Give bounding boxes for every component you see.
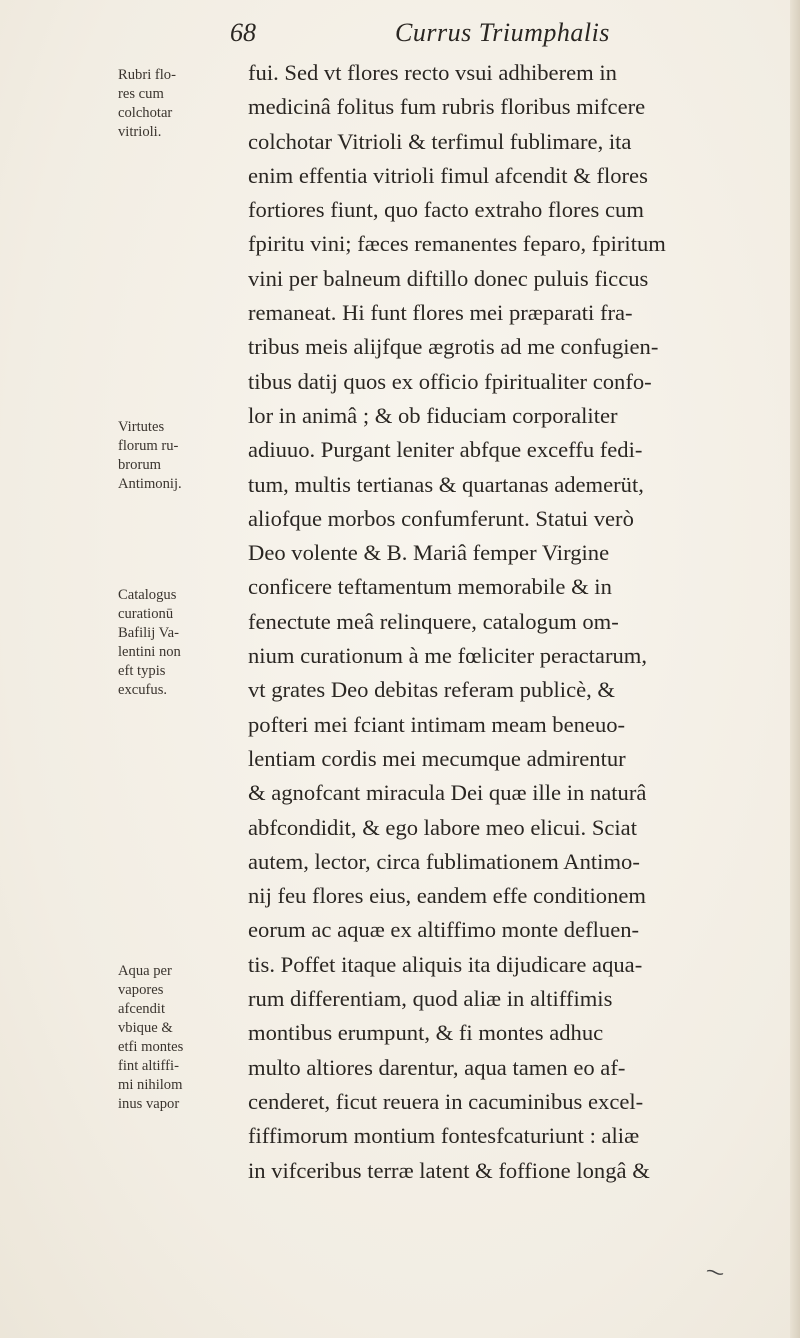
page-header [230,18,790,58]
text-line: pofteri mei fciant intimam meam beneuo- [248,711,626,737]
text-line: & agnofcant miracula Dei quæ ille in naturâ [248,780,647,806]
margin-note-line: vitrioli. [118,124,162,140]
text-line: autem, lector, circa fublimationem Antimo- [248,848,640,874]
margin-note-rubri-flores [118,66,176,142]
margin-note-line: vbique & [118,1020,173,1036]
margin-note-line: Rubri flo- [118,67,176,83]
text-line: fui. Sed vt flores recto vsui adhiberem in [248,60,617,85]
text-line: tum, multis tertianas & quartanas ademerüt, [248,471,644,497]
margin-note-aqua-per-vapores [118,962,183,1114]
text-line: in vifceribus terræ latent & foffione longâ & [248,1157,650,1183]
text-line: cenderet, ficut reuera in cacuminibus excel- [248,1088,644,1114]
text-line: fpiritu vini; fæces remanentes feparo, fpiritum [248,231,666,257]
margin-note-line: Aqua per [118,963,172,979]
text-line: vini per balneum diftillo donec puluis ficcus [248,265,649,291]
text-line: fortiores fiunt, quo facto extraho flores cum [248,197,644,223]
text-line: vt grates Deo debitas referam publicè, & [248,677,616,703]
page-number: 68 [230,18,256,47]
margin-note-line: mi nihilom [118,1077,183,1093]
margin-note-line: res cum [118,86,164,102]
running-title: Currus Triumphalis [395,18,610,47]
text-line: enim effentia vitrioli fimul afcendit & flores [248,162,648,188]
margin-note-line: excufus. [118,682,168,698]
margin-note-line: brorum [118,457,161,473]
text-line: nium curationum à me fœliciter peractarum, [248,643,647,669]
text-line: conficere teftamentum memorabile & in [248,574,612,600]
text-line: adiuuo. Purgant leniter abfque exceffu fedi- [248,437,643,463]
margin-note-line: Bafilij Va- [118,625,179,641]
text-line: rum differentiam, quod aliæ in altiffimis [248,986,613,1012]
margin-note-line: lentini non [118,644,181,660]
margin-note-line: Virtutes [118,419,165,435]
body-text [248,56,793,1188]
text-line: remaneat. Hi funt flores mei præparati fra- [248,300,633,326]
text-line: tis. Poffet itaque aliquis ita dijudicare aqua- [248,951,643,977]
margin-note-line: Catalogus [118,587,177,603]
text-line: colchotar Vitrioli & terfimul fublimare, ita [248,128,632,154]
text-line: multo altiores darentur, aqua tamen eo af- [248,1054,626,1080]
text-line: aliofque morbos confumferunt. Statui verò [248,505,634,531]
text-line: tibus datij quos ex officio fpiritualiter confo- [248,368,652,394]
text-line: fenectute meâ relinquere, catalogum om- [248,608,619,634]
text-line: montibus erumpunt, & fi montes adhuc [248,1020,604,1046]
margin-note-virtutes-florum [118,418,182,494]
text-line: eorum ac aquæ ex altiffimo monte defluen- [248,917,640,943]
text-line: lor in animâ ; & ob fiduciam corporaliter [248,402,618,428]
margin-note-line: curationū [118,606,174,622]
text-line: fiffimorum montium fontesfcaturiunt : aliæ [248,1123,640,1149]
text-line: lentiam cordis mei mecumque admirentur [248,745,626,771]
margin-note-line: etfi montes [118,1039,184,1055]
margin-note-line: florum ru- [118,438,179,454]
margin-note-line: Antimonij. [118,476,182,492]
margin-note-line: afcendit [118,1001,165,1017]
text-line: Deo volente & B. Mariâ femper Virgine [248,540,610,566]
margin-note-catalogus [118,586,181,700]
text-line: tribus meis alijfque ægrotis ad me confugien- [248,334,659,360]
margin-note-line: colchotar [118,105,173,121]
margin-note-line: eft typis [118,663,166,679]
page-edge-shadow [790,0,800,1338]
text-line: nij feu flores eius, eandem effe conditionem [248,883,646,909]
text-line: abfcondidit, & ego labore meo elicui. Sciat [248,814,637,840]
margin-note-line: fint altiffi- [118,1058,179,1074]
margin-note-line: inus vapor [118,1096,180,1112]
printers-ornament-mark: ⁓ [703,1260,727,1285]
text-line: medicinâ folitus fum rubris floribus mifcere [248,94,646,120]
margin-note-line: vapores [118,982,164,998]
